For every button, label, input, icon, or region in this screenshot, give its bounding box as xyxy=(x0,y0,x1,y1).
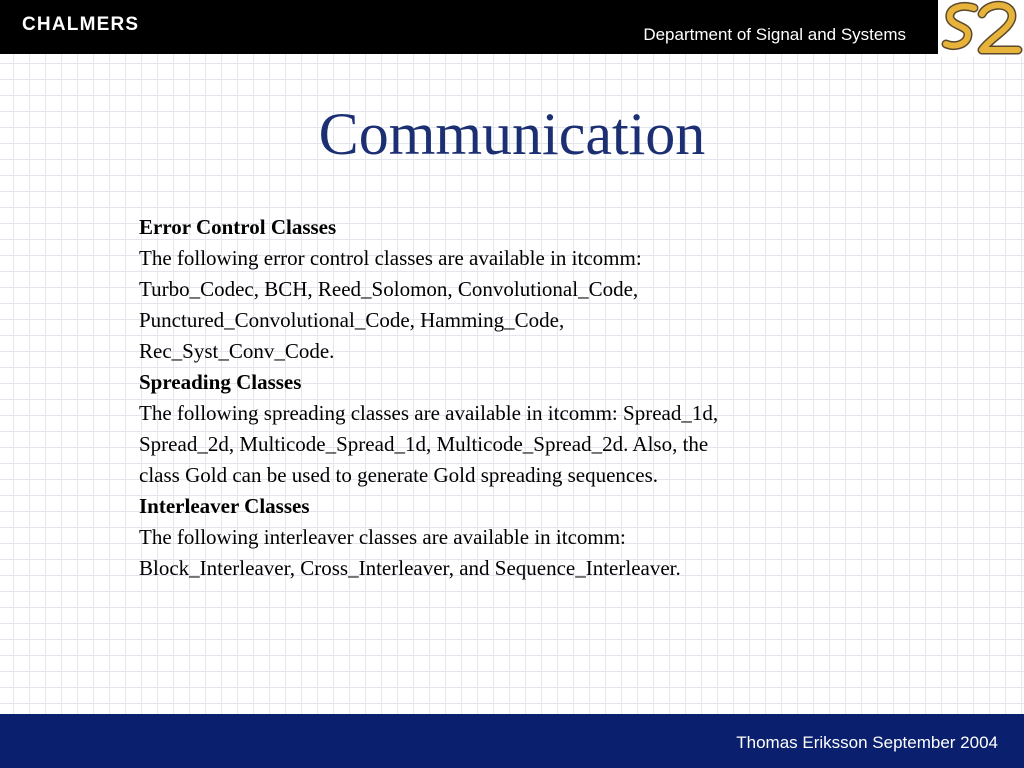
section-body-interleaver: The following interleaver classes are available in itcomm: Block_Interleaver, Cross_Interleaver, and Sequence_Interleaver. xyxy=(139,525,681,580)
section-body-error-control: The following error control classes are available in itcomm: Turbo_Codec, BCH, Reed_Solomon, Convolutional_Code, Punctured_Convolutional_Code, Hamming_Code, Rec_Syst_Conv_Code. xyxy=(139,246,642,363)
department-name: Department of Signal and Systems xyxy=(643,25,906,44)
slide-title: Communication xyxy=(318,101,706,167)
slide-content xyxy=(139,212,729,584)
section-body-spreading: The following spreading classes are available in itcomm: Spread_1d, Spread_2d, Multicode_Spread_1d, Multicode_Spread_2d. Also, the class Gold can be used to generate Gold spreading sequences. xyxy=(139,401,719,487)
section-heading-spreading: Spreading Classes xyxy=(139,370,302,394)
section-heading-interleaver: Interleaver Classes xyxy=(139,494,310,518)
footer-bar xyxy=(0,714,1024,768)
footer-author-date: Thomas Eriksson September 2004 xyxy=(736,733,998,752)
header-bar xyxy=(0,0,1024,54)
s2-logo-icon xyxy=(938,0,1024,57)
section-heading-error-control: Error Control Classes xyxy=(139,215,337,239)
chalmers-brand: CHALMERS xyxy=(22,14,140,35)
